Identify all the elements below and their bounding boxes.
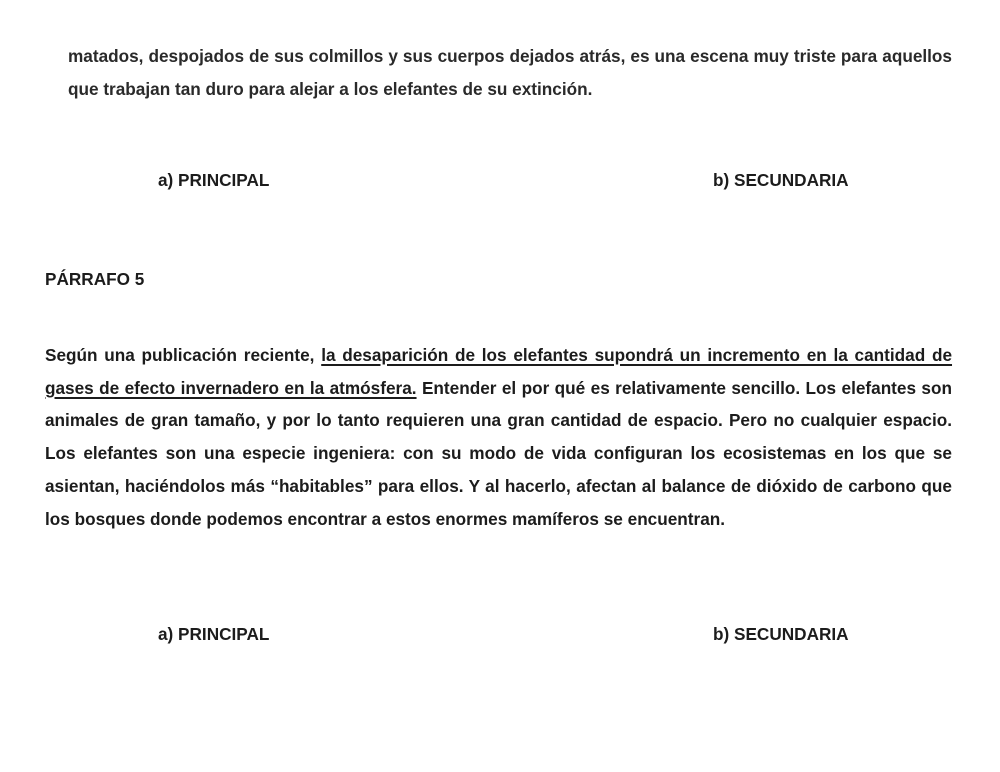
paragraph-5-main-idea: la desaparición de los elefantes supondrá un incremento en la cantidad de gases de efecto invernadero en la atmósfera. — [45, 345, 953, 398]
paragraph-5-text — [45, 339, 952, 535]
option-principal-2[interactable]: a) PRINCIPAL — [158, 624, 270, 644]
paragraph-4-ending: matados, despojados de sus colmillos y sus cuerpos dejados atrás, es una escena muy triste para aquellos que trabajan tan duro para alejar a los elefantes de su extinción. — [68, 46, 952, 99]
paragraph-5-heading: PÁRRAFO 5 — [45, 269, 145, 289]
paragraph-5-rest: Entender el por qué es relativamente sencillo. Los elefantes son animales de gran tamaño, y por lo tanto requieren una gran cantidad de espacio. Pero no cualquier espacio. Los elefantes son una especie ingeniera: con su modo de vida configuran los ecosistemas en los que se asientan, haciéndolos más “habitables” para ellos. Y al hacerlo, afectan al balance de dióxido de carbono que los bosques donde podemos encontrar a estos enormes mamíferos se encuentran. — [45, 377, 952, 529]
option-secundaria-1[interactable]: b) SECUNDARIA — [713, 170, 849, 190]
option-principal-1[interactable]: a) PRINCIPAL — [158, 170, 270, 190]
option-secundaria-2[interactable]: b) SECUNDARIA — [713, 624, 849, 644]
paragraph-5-intro: Según una publicación reciente, — [45, 345, 322, 365]
